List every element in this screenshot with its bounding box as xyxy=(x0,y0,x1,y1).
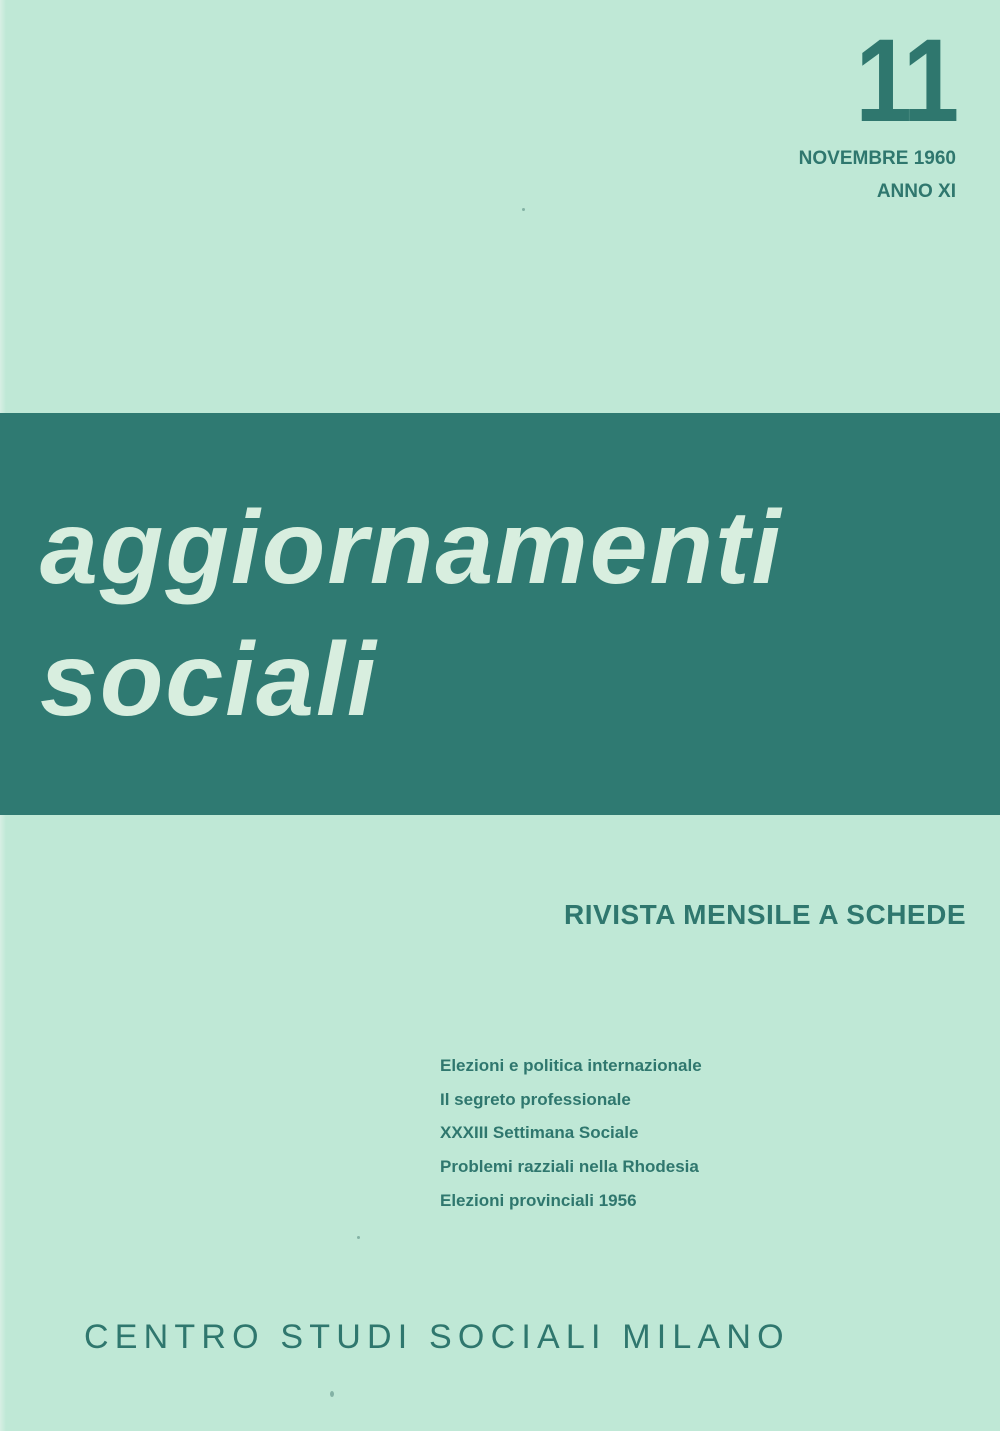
issue-year: ANNO XI xyxy=(876,181,956,202)
title-band xyxy=(0,413,1000,815)
magazine-title-line-1: aggiornamenti xyxy=(40,490,783,606)
issue-number: 11 xyxy=(855,15,956,147)
publisher-name: CENTRO STUDI SOCIALI MILANO xyxy=(84,1318,790,1356)
contents-item: Il segreto professionale xyxy=(440,1089,631,1109)
contents-item: Problemi razziali nella Rhodesia xyxy=(440,1157,699,1177)
contents-list xyxy=(440,1049,702,1218)
magazine-subtitle: RIVISTA MENSILE A SCHEDE xyxy=(564,899,966,930)
contents-item: Elezioni provinciali 1956 xyxy=(440,1190,637,1210)
print-speck xyxy=(330,1391,334,1397)
magazine-title-line-2: sociali xyxy=(40,622,378,738)
contents-item: XXXIII Settimana Sociale xyxy=(440,1123,639,1143)
print-speck xyxy=(357,1236,360,1239)
print-speck xyxy=(522,208,525,211)
contents-item: Elezioni e politica internazionale xyxy=(440,1056,702,1075)
issue-date: NOVEMBRE 1960 xyxy=(798,148,956,169)
